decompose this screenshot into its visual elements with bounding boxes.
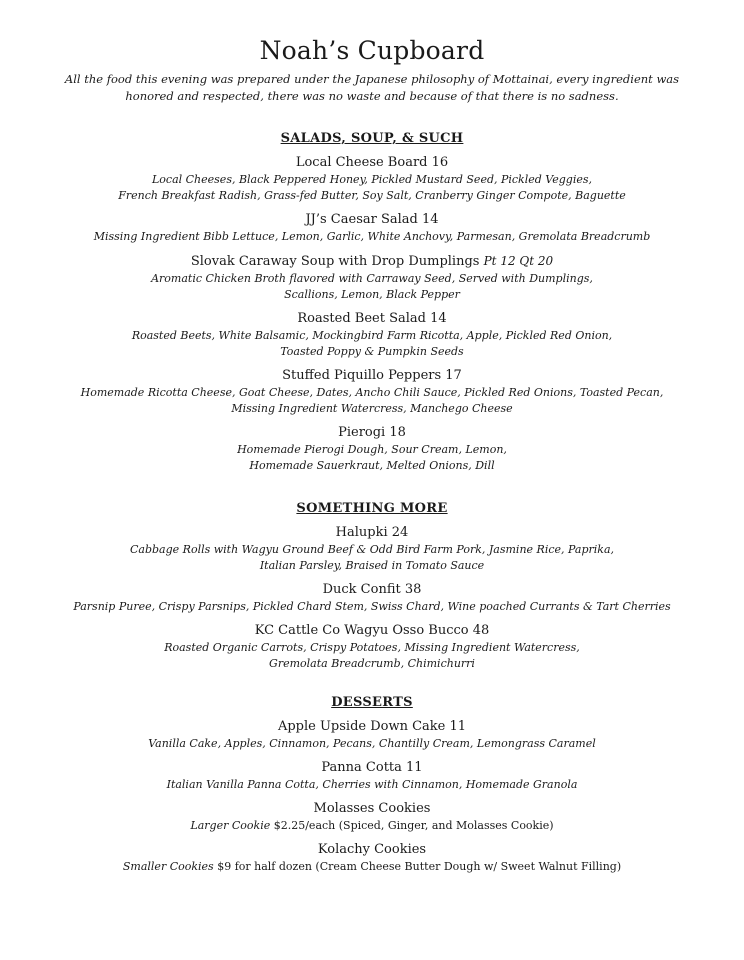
- item-description-line: Homemade Ricotta Cheese, Goat Cheese, Dates, Ancho Chili Sauce, Pickled Red Onions, Toasted Pecan,: [80, 386, 664, 399]
- item-name-text: Halupki 24: [335, 525, 409, 540]
- item-description-line: Italian Vanilla Panna Cotta, Cherries with Cinnamon, Homemade Granola: [166, 778, 578, 791]
- item-description-line: Parsnip Puree, Crispy Parsnips, Pickled Chard Stem, Swiss Chard, Wine poached Currants & Tart Cherries: [73, 600, 671, 613]
- item-name-text: Molasses Cookies: [313, 801, 431, 816]
- item-description-line: Cabbage Rolls with Wagyu Ground Beef & Odd Bird Farm Pork, Jasmine Rice, Paprika,: [130, 543, 614, 556]
- item-price-note: Pt 12 Qt 20: [483, 254, 554, 268]
- menu-sections: [0, 130, 744, 875]
- item-name-text: Apple Upside Down Cake 11: [277, 719, 467, 734]
- item-description-line: Roasted Organic Carrots, Crispy Potatoes, Missing Ingredient Watercress,: [164, 641, 580, 654]
- item-description-line: Italian Parsley, Braised in Tomato Sauce: [259, 559, 485, 572]
- item-name: [0, 310, 744, 328]
- intro-line-2: honored and respected, there was no waste and because of that there is no sadness.: [125, 89, 619, 103]
- item-description-italic: Smaller Cookies: [122, 860, 214, 873]
- item-description-line: Scallions, Lemon, Black Pepper: [284, 288, 460, 301]
- item-description-line: Missing Ingredient Watercress, Manchego Cheese: [231, 402, 513, 415]
- item-description-line: Toasted Poppy & Pumpkin Seeds: [280, 345, 464, 358]
- menu-section: [0, 130, 744, 474]
- menu-item: [0, 252, 744, 303]
- menu-item: [0, 524, 744, 574]
- menu-item: [0, 211, 744, 245]
- item-name-text: Stuffed Piquillo Peppers 17: [282, 368, 462, 383]
- section-heading: SOMETHING MORE: [296, 501, 448, 516]
- menu-item: [0, 622, 744, 672]
- item-description-line: Homemade Sauerkraut, Melted Onions, Dill: [249, 459, 495, 472]
- menu-item: [0, 718, 744, 752]
- menu-item: [0, 800, 744, 834]
- item-description-line: Gremolata Breadcrumb, Chimichurri: [269, 657, 475, 670]
- item-description-line: Homemade Pierogi Dough, Sour Cream, Lemon,: [237, 443, 507, 456]
- menu-item: [0, 759, 744, 793]
- item-name-text: JJ’s Caesar Salad 14: [305, 212, 439, 227]
- item-description-line: Vanilla Cake, Apples, Cinnamon, Pecans, Chantilly Cream, Lemongrass Caramel: [148, 737, 596, 750]
- item-name-text: Slovak Caraway Soup with Drop Dumplings: [190, 254, 480, 269]
- item-description-line: [0, 859, 744, 875]
- item-name-text: Pierogi 18: [338, 425, 406, 440]
- section-heading: DESSERTS: [331, 695, 413, 710]
- item-name: [0, 718, 744, 736]
- item-description-italic: Larger Cookie: [190, 819, 271, 832]
- item-name: [0, 424, 744, 442]
- item-description-line: Roasted Beets, White Balsamic, Mockingbird Farm Ricotta, Apple, Pickled Red Onion,: [131, 329, 613, 342]
- item-name: [0, 524, 744, 542]
- item-name: [0, 841, 744, 859]
- item-name: [0, 622, 744, 640]
- menu-section: [0, 694, 744, 875]
- item-description-plain: $9 for half dozen (Cream Cheese Butter Dough w/ Sweet Walnut Filling): [213, 860, 622, 873]
- menu-item: [0, 367, 744, 417]
- item-description-line: Local Cheeses, Black Peppered Honey, Pickled Mustard Seed, Pickled Veggies,: [151, 173, 592, 186]
- item-description-plain: $2.25/each (Spiced, Ginger, and Molasses Cookie): [270, 819, 554, 832]
- menu-item: [0, 154, 744, 204]
- menu-item: [0, 424, 744, 474]
- item-name: [0, 154, 744, 172]
- menu-item: [0, 310, 744, 360]
- item-description-line: French Breakfast Radish, Grass-fed Butter, Soy Salt, Cranberry Ginger Compote, Baguette: [118, 189, 626, 202]
- menu-section: [0, 500, 744, 672]
- item-name: [0, 800, 744, 818]
- item-name: [0, 759, 744, 777]
- section-heading: SALADS, SOUP, & SUCH: [280, 131, 464, 146]
- item-name: [0, 252, 744, 271]
- item-name: [0, 211, 744, 229]
- item-name-text: KC Cattle Co Wagyu Osso Bucco 48: [254, 623, 490, 638]
- intro-text: [52, 71, 692, 105]
- item-description-line: Aromatic Chicken Broth flavored with Carraway Seed, Served with Dumplings,: [151, 272, 593, 285]
- item-description-line: Missing Ingredient Bibb Lettuce, Lemon, Garlic, White Anchovy, Parmesan, Gremolata Breadcrumb: [93, 230, 651, 243]
- item-name: [0, 581, 744, 599]
- item-name-text: Local Cheese Board 16: [295, 155, 449, 170]
- menu-item: [0, 581, 744, 615]
- item-name-text: Roasted Beet Salad 14: [297, 311, 447, 326]
- item-name-text: Panna Cotta 11: [321, 760, 423, 775]
- menu-item: [0, 841, 744, 875]
- item-name-text: Kolachy Cookies: [317, 842, 427, 857]
- item-description-line: [0, 818, 744, 834]
- item-name: [0, 367, 744, 385]
- intro-line-1: All the food this evening was prepared under the Japanese philosophy of Mottainai, every ingredient was: [64, 72, 680, 86]
- item-name-text: Duck Confit 38: [322, 582, 422, 597]
- restaurant-title: Noah’s Cupboard: [259, 36, 485, 65]
